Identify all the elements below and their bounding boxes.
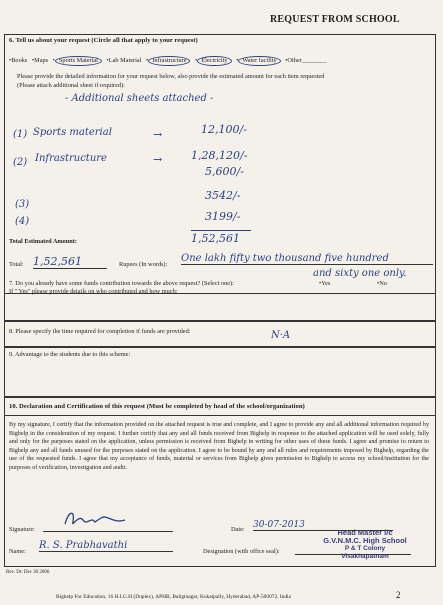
page-number: 2 (396, 590, 401, 600)
item-amount: 5,600/- (205, 165, 244, 178)
section-8-question: 8. Please specify the time required for completion if funds are provided: (9, 328, 191, 335)
option-water-facility[interactable]: • Water facility (236, 56, 281, 66)
item-num: (2) (13, 157, 28, 168)
name-value[interactable]: R. S. Prabhavathi (39, 540, 173, 552)
section-9 (4, 347, 436, 397)
total-value[interactable]: 1,52,561 (33, 255, 107, 269)
option-label: Lab Material (108, 57, 142, 64)
section-6-title: 6. Tell us about your request (Circle all that apply to your request) (9, 37, 198, 44)
stamp-line: G.V.N.M.C. High School (323, 536, 407, 545)
total-estimated-amount: 1,52,561 (191, 232, 240, 245)
item-num: (3) (15, 199, 30, 210)
yes-label: Yes (321, 280, 331, 287)
option-label: Maps (34, 57, 49, 64)
stamp-line: Head Master i/c (337, 528, 393, 537)
sum-line (191, 230, 251, 231)
item-amount: 3199/- (205, 210, 241, 223)
total-estimated-label: Total Estimated Amount: (9, 238, 77, 245)
section-10-title: 10. Declaration and Certification of this request (Must be completed by head of the school/organization) (9, 403, 305, 410)
no-option[interactable]: •No (377, 280, 387, 287)
date-label: Date: (231, 526, 245, 533)
office-stamp (305, 529, 425, 561)
signature-scribble (61, 508, 131, 532)
total-label: Total: (9, 261, 24, 268)
stamp-line: Visakhapatnam (341, 553, 389, 560)
section-7-question-2: If " Yes" please provide details on who contributed and how much: (9, 288, 178, 295)
option-infrastructure[interactable]: • Infrastructure (146, 56, 190, 66)
other-blank: ________ (301, 57, 327, 64)
rupees-words-line2: and sixty one only. (313, 268, 407, 279)
section-10 (4, 397, 436, 567)
footer-address: Bighelp For Education, 16 H.I.G.H (Duplex), APHB, Baliginagar, Kukatpally, Hyderabad, AP-500072, India (56, 594, 291, 600)
designation-label: Designation (with office seal): (203, 548, 280, 555)
declaration-text: By my signature, I certify that the information provided on the attached request is true and complete, and I agree to provide any and all additional information required by Bighelp in the consideration of my request. I further certify that any and all funds received from Bighelp in response to the attached application will be used solely, fully and only for the purposes stated on the application, unless permission is received from Bighelp in writing for other uses of these funds. I agree and promise to return to Bighelp any and all funds unused for the purposes stated on the application. I agree to be bound by any and all rules and requirements imposed by Bighelp, regarding the use of the requested funds. I agree that my acceptance of funds, material or services from Bighelp gives permission to Bighelp to access my school/institution for the purposes of verification, investigation and audit. (9, 422, 429, 471)
option-label: Electricity (197, 56, 231, 66)
completion-time-answer[interactable]: N·A (271, 330, 291, 341)
request-options (9, 56, 330, 66)
option-maps[interactable]: • Maps (31, 57, 49, 64)
option-label: Water facility (238, 56, 280, 66)
stamp-line: P & T Colony (344, 545, 386, 552)
form-title: REQUEST FROM SCHOOL (270, 14, 400, 25)
item-amount: 3542/- (205, 189, 241, 202)
revision-date: Rev. Dt: Dec 30 2006 (6, 570, 50, 575)
rupees-words-line1[interactable]: One lakh fifty two thousand five hundred (181, 253, 433, 265)
section-9-question: 9. Advantage to the students due to this scheme: (9, 351, 131, 358)
item-arrow: → (153, 128, 163, 141)
date-value[interactable]: 30-07-2013 (253, 520, 393, 531)
option-lab-material[interactable]: • Lab Material (106, 57, 142, 64)
section-6 (4, 34, 436, 294)
option-label: Infrastructure (148, 56, 190, 66)
section-8 (4, 321, 436, 347)
item-num: (4) (15, 216, 30, 227)
item-desc: Sports material (33, 127, 112, 138)
section-7 (4, 277, 436, 321)
rupees-label: Rupees (In words): (119, 261, 168, 268)
section-7-question: 7. Do you already have some funds contribution towards the above request? (Select one): (9, 280, 234, 287)
yes-option[interactable]: •Yes (319, 280, 331, 287)
option-books[interactable]: • Books (9, 57, 28, 64)
item-amount: 12,100/- (201, 123, 247, 136)
signature-label: Signature: (9, 526, 35, 533)
option-label: Other (287, 57, 302, 64)
handwritten-note: - Additional sheets attached - (65, 93, 214, 104)
option-sports-material[interactable]: • Sports Material (53, 56, 102, 66)
item-arrow: → (153, 153, 163, 166)
instruction-text: Please provide the detailed information for your request below, also provide the estimated amount for each item requested (17, 73, 325, 80)
instruction-text-2: (Please attach additional sheet if required): (17, 82, 125, 89)
option-other[interactable]: • Other ________ (285, 57, 327, 64)
item-num: (1) (13, 129, 28, 140)
item-desc: Infrastructure (35, 153, 107, 164)
no-label: No (379, 280, 387, 287)
item-amount: 1,28,120/- (191, 149, 248, 162)
option-electricity[interactable]: • Electricity (195, 56, 231, 66)
option-label: Sports Material (55, 56, 102, 66)
name-label: Name: (9, 548, 26, 555)
option-label: Books (11, 57, 28, 64)
section-10-divider (5, 415, 435, 416)
